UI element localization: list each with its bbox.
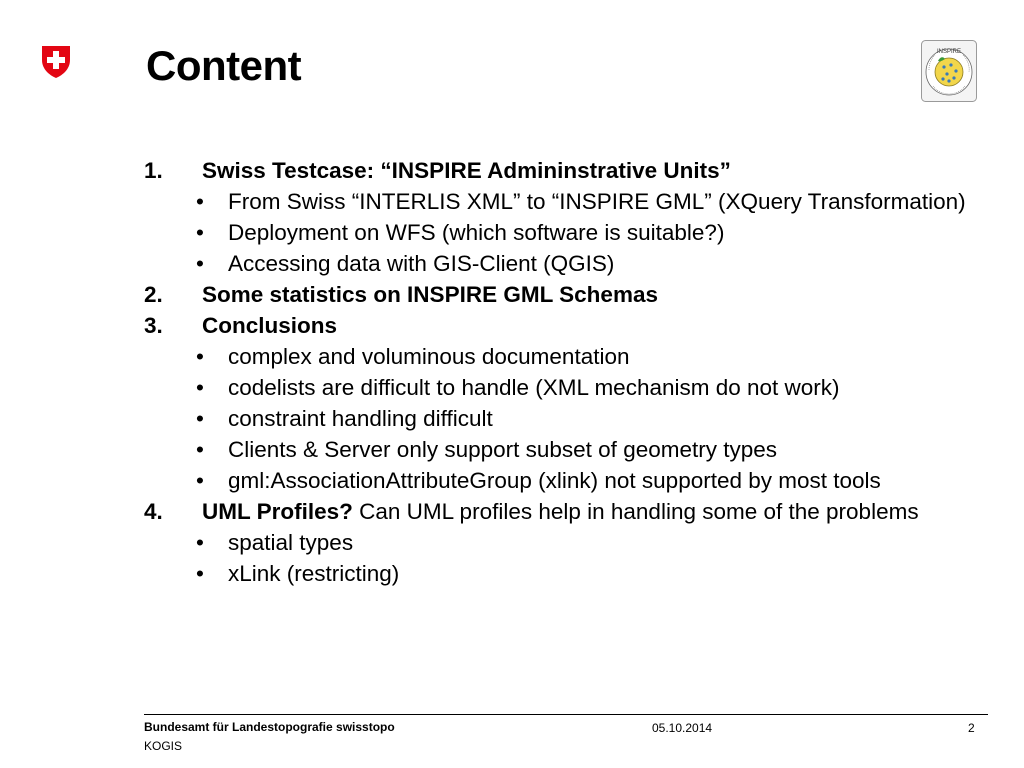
bullet-text: complex and voluminous documentation <box>228 344 630 369</box>
bullet-text: constraint handling difficult <box>228 406 493 431</box>
item-number: 1. <box>144 158 163 183</box>
bullet-text: From Swiss “INTERLIS XML” to “INSPIRE GML” (XQuery Transformation) <box>228 189 966 214</box>
item-number: 4. <box>144 499 163 524</box>
bullet-icon: • <box>196 251 204 276</box>
inspire-logo-text: INSPIRE <box>936 49 962 55</box>
item-text: Can UML profiles help in handling some of the problems <box>352 499 919 524</box>
bullet-item <box>144 220 1004 245</box>
bullet-text: xLink (restricting) <box>228 561 400 586</box>
bullet-item <box>144 189 1004 214</box>
item-number: 3. <box>144 313 163 338</box>
numbered-item <box>144 282 1004 307</box>
footer-unit: KOGIS <box>144 739 183 753</box>
bullet-item <box>144 437 1004 462</box>
numbered-item <box>144 158 1004 183</box>
bullet-icon: • <box>196 189 204 214</box>
numbered-item <box>144 313 1004 338</box>
bullet-item <box>144 530 1004 555</box>
inspire-logo-icon <box>921 40 977 102</box>
content-list <box>144 158 1004 592</box>
item-heading: Swiss Testcase: “INSPIRE Admininstrative Units” <box>202 158 731 183</box>
bullet-item <box>144 344 1004 369</box>
bullet-item <box>144 468 1004 493</box>
bullet-text: codelists are difficult to handle (XML mechanism do not work) <box>228 375 840 400</box>
bullet-text: spatial types <box>228 530 354 555</box>
bullet-text: Clients & Server only support subset of geometry types <box>228 437 778 462</box>
numbered-item <box>144 499 1004 524</box>
bullet-item <box>144 406 1004 431</box>
bullet-text: Deployment on WFS (which software is suitable?) <box>228 220 725 245</box>
swiss-cross-icon <box>40 44 72 80</box>
page-title: Content <box>146 42 302 89</box>
item-number: 2. <box>144 282 163 307</box>
item-heading: Conclusions <box>202 313 338 338</box>
bullet-icon: • <box>196 561 204 586</box>
bullet-item <box>144 375 1004 400</box>
item-heading: UML Profiles? <box>202 499 353 524</box>
footer-divider <box>144 714 988 715</box>
bullet-item <box>144 561 1004 586</box>
bullet-text: gml:AssociationAttributeGroup (xlink) not supported by most tools <box>228 468 881 493</box>
bullet-icon: • <box>196 468 204 493</box>
bullet-text: Accessing data with GIS-Client (QGIS) <box>228 251 615 276</box>
bullet-icon: • <box>196 406 204 431</box>
item-heading: Some statistics on INSPIRE GML Schemas <box>202 282 658 307</box>
bullet-icon: • <box>196 437 204 462</box>
page-number: 2 <box>968 721 975 735</box>
bullet-icon: • <box>196 530 204 555</box>
bullet-icon: • <box>196 220 204 245</box>
bullet-item <box>144 251 1004 276</box>
bullet-icon: • <box>196 375 204 400</box>
bullet-icon: • <box>196 344 204 369</box>
footer-organization: Bundesamt für Landestopografie swisstopo <box>144 720 395 734</box>
footer-date: 05.10.2014 <box>652 721 713 735</box>
